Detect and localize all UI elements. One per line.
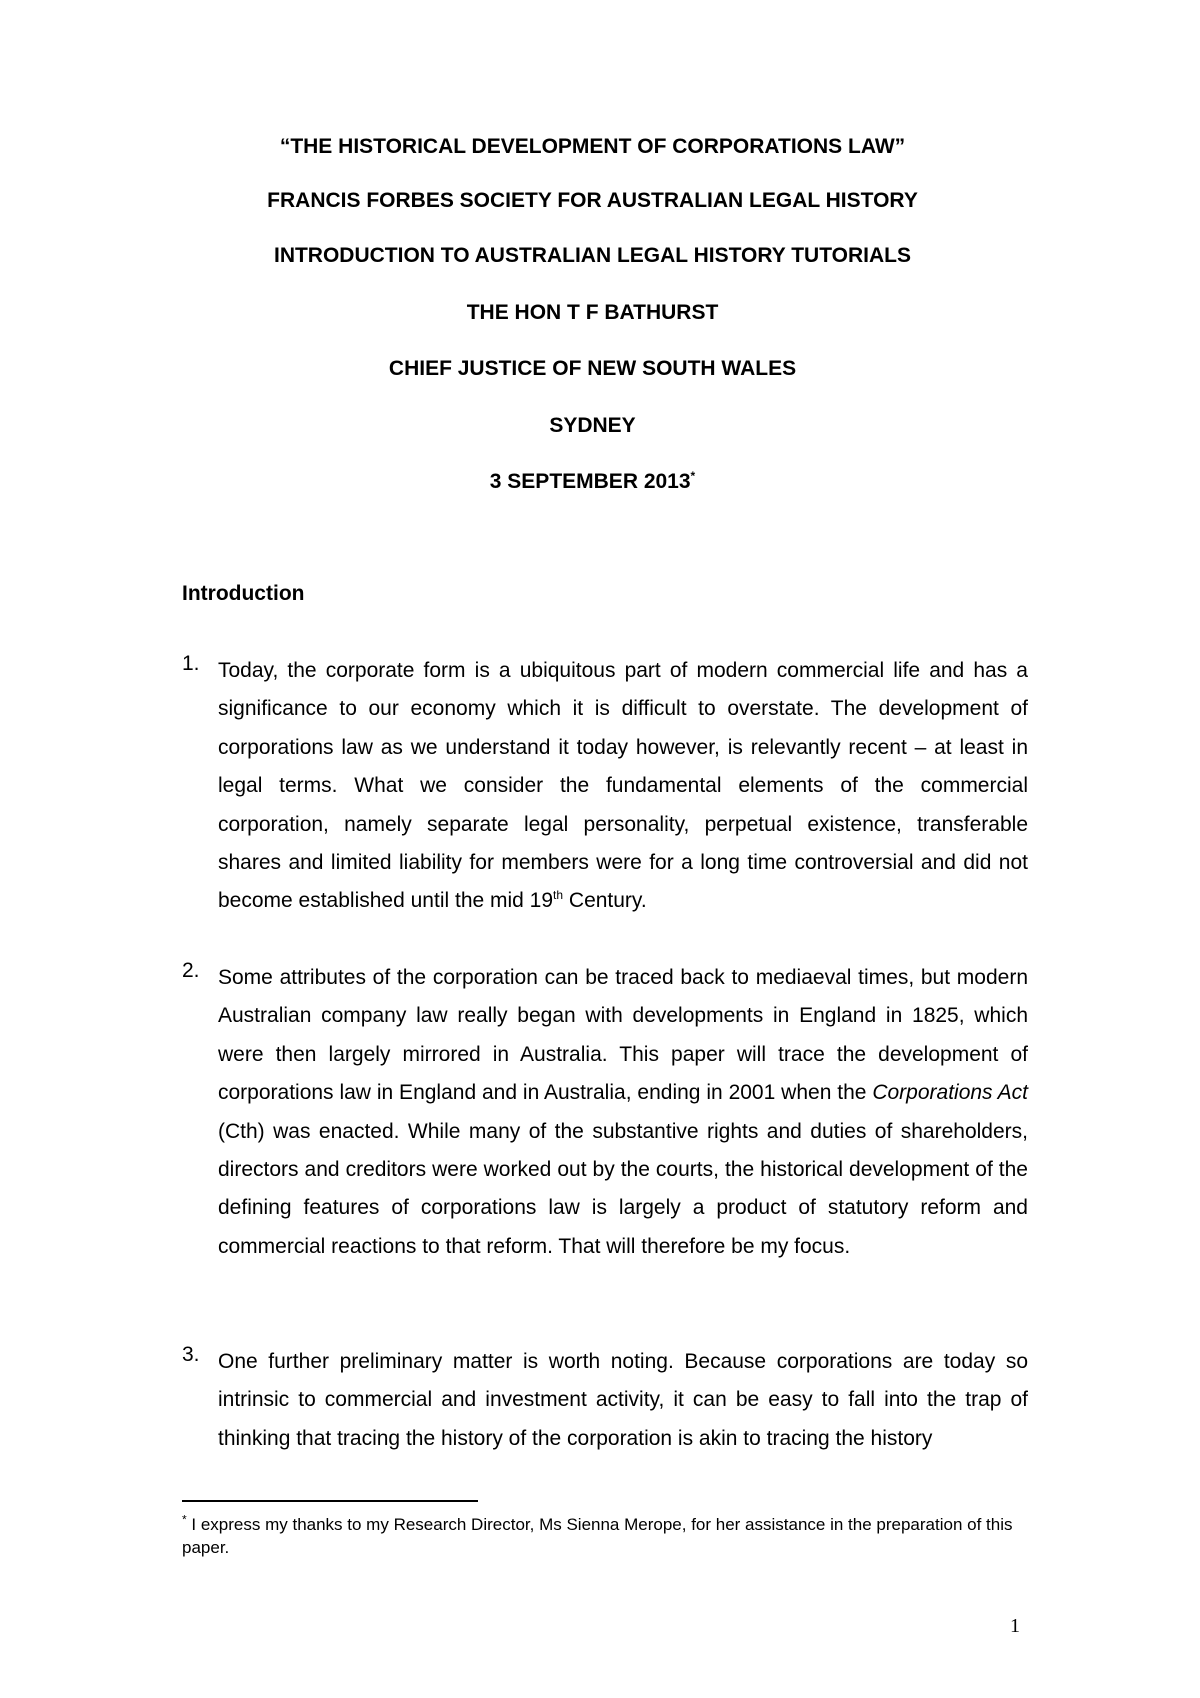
- paragraph-number: 2.: [182, 959, 200, 982]
- superscript: th: [553, 888, 564, 903]
- author-name: THE HON T F BATHURST: [466, 301, 719, 324]
- paragraph-text-part: Some attributes of the corporation can be traced back to mediaeval times, but modern Australian company law really began with developments in England in 1825, which were then largely mirrored in Australia. This paper will trace the development of corporations law in England and in Australia, ending in 2001 when the: [218, 966, 1028, 1105]
- paragraph-text: [218, 959, 1028, 1266]
- paragraph-1: [182, 652, 1028, 921]
- paragraph-2: [182, 959, 1028, 1266]
- page-number: 1: [1010, 1615, 1020, 1637]
- author-position: CHIEF JUSTICE OF NEW SOUTH WALES: [388, 357, 797, 380]
- series-name: INTRODUCTION TO AUSTRALIAN LEGAL HISTORY TUTORIALS: [273, 244, 911, 267]
- paragraph-number: 1.: [182, 652, 200, 675]
- paragraph-text: One further preliminary matter is worth noting. Because corporations are today so intrinsic to commercial and investment activity, it can be easy to fall into the trap of thinking that tracing the history of the corporation is akin to tracing the history: [218, 1350, 1028, 1450]
- paragraph-text: [218, 652, 1028, 921]
- document-title: “THE HISTORICAL DEVELOPMENT OF CORPORATIONS LAW”: [279, 135, 906, 158]
- footnote: [182, 1513, 1028, 1559]
- location: SYDNEY: [549, 414, 636, 437]
- act-name: Corporations Act: [872, 1081, 1028, 1105]
- paragraph-text-part: Century.: [563, 889, 647, 913]
- footnote-separator: [182, 1500, 478, 1502]
- footnote-marker: *: [182, 1512, 187, 1527]
- paragraph-text-part: Today, the corporate form is a ubiquitous part of modern commercial life and has a significance to our economy which it is difficult to overstate. The development of corporations law as we understand it today however, is relevantly recent – at least in legal terms. What we consider the fundamental elements of the commercial corporation, namely separate legal personality, perpetual existence, transferable shares and limited liability for members were for a long time controversial and did not become established until the mid 19: [218, 659, 1028, 913]
- paragraph-3: [182, 1343, 1028, 1458]
- date-line: [150, 469, 1035, 495]
- footnote-text: I express my thanks to my Research Director, Ms Sienna Merope, for her assistance in the preparation of this paper.: [182, 1515, 1013, 1557]
- paragraph-number: 3.: [182, 1343, 200, 1366]
- section-heading: Introduction: [182, 582, 305, 605]
- society-name: FRANCIS FORBES SOCIETY FOR AUSTRALIAN LEGAL HISTORY: [267, 189, 918, 212]
- date: 3 SEPTEMBER 2013: [489, 470, 691, 493]
- footnote-reference: *: [690, 469, 696, 483]
- paragraph-text-part: (Cth) was enacted. While many of the substantive rights and duties of shareholders, directors and creditors were worked out by the courts, the historical development of the defining features of corporations law is largely a product of statutory reform and commercial reactions to that reform. That will therefore be my focus.: [218, 1119, 1028, 1258]
